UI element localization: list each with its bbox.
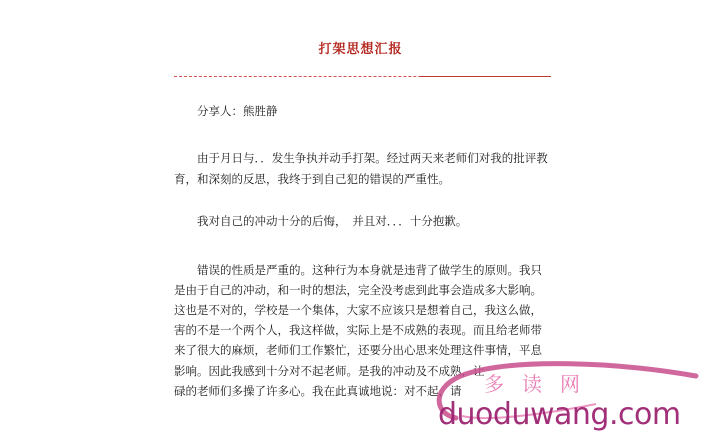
paragraph-line: 错误的性质是严重的。这种行为本身就是违背了做学生的原则。我只 [197, 263, 542, 277]
watermark-cn-text: 多读网 [484, 372, 598, 396]
title-divider-solid [420, 76, 551, 77]
author-line: 分享人：熊胜静 [197, 104, 278, 118]
paragraph-line: 来了很大的麻烦，老师们工作繁忙，还要分出心思来处理这件事情，平息 [174, 343, 542, 357]
paragraph-line: 是由于自己的冲动，和一时的想法，完全没考虑到此事会造成多大影响。 [174, 283, 542, 297]
paragraph-line: 害的不是一个两个人，我这样做，实际上是不成熟的表现。而且给老师带 [174, 323, 542, 337]
paragraph-line: 这也是不对的，学校是一个集体，大家不应该只是想着自己，我这么做， [174, 303, 542, 317]
paragraph-line: 碌的老师们多操了许多心。我在此真诚地说：对不起，请 [174, 384, 462, 398]
paragraph-line: 育，和深刻的反思，我终于到自己犯的错误的严重性。 [174, 172, 450, 186]
paragraph-line: 影响。因此我感到十分对不起老师。是我的冲动及不成熟，让 [174, 364, 485, 378]
document-title: 打架思想汇报 [318, 42, 403, 57]
watermark-text: duoduwang.com [438, 397, 681, 432]
paragraph-line: 我对自己的冲动十分的后悔， 并且对．．．十分抱歉。 [197, 214, 468, 228]
paragraph-line: 由于月日与．．发生争执并动手打架。经过两天来老师们对我的批评教 [197, 151, 548, 165]
